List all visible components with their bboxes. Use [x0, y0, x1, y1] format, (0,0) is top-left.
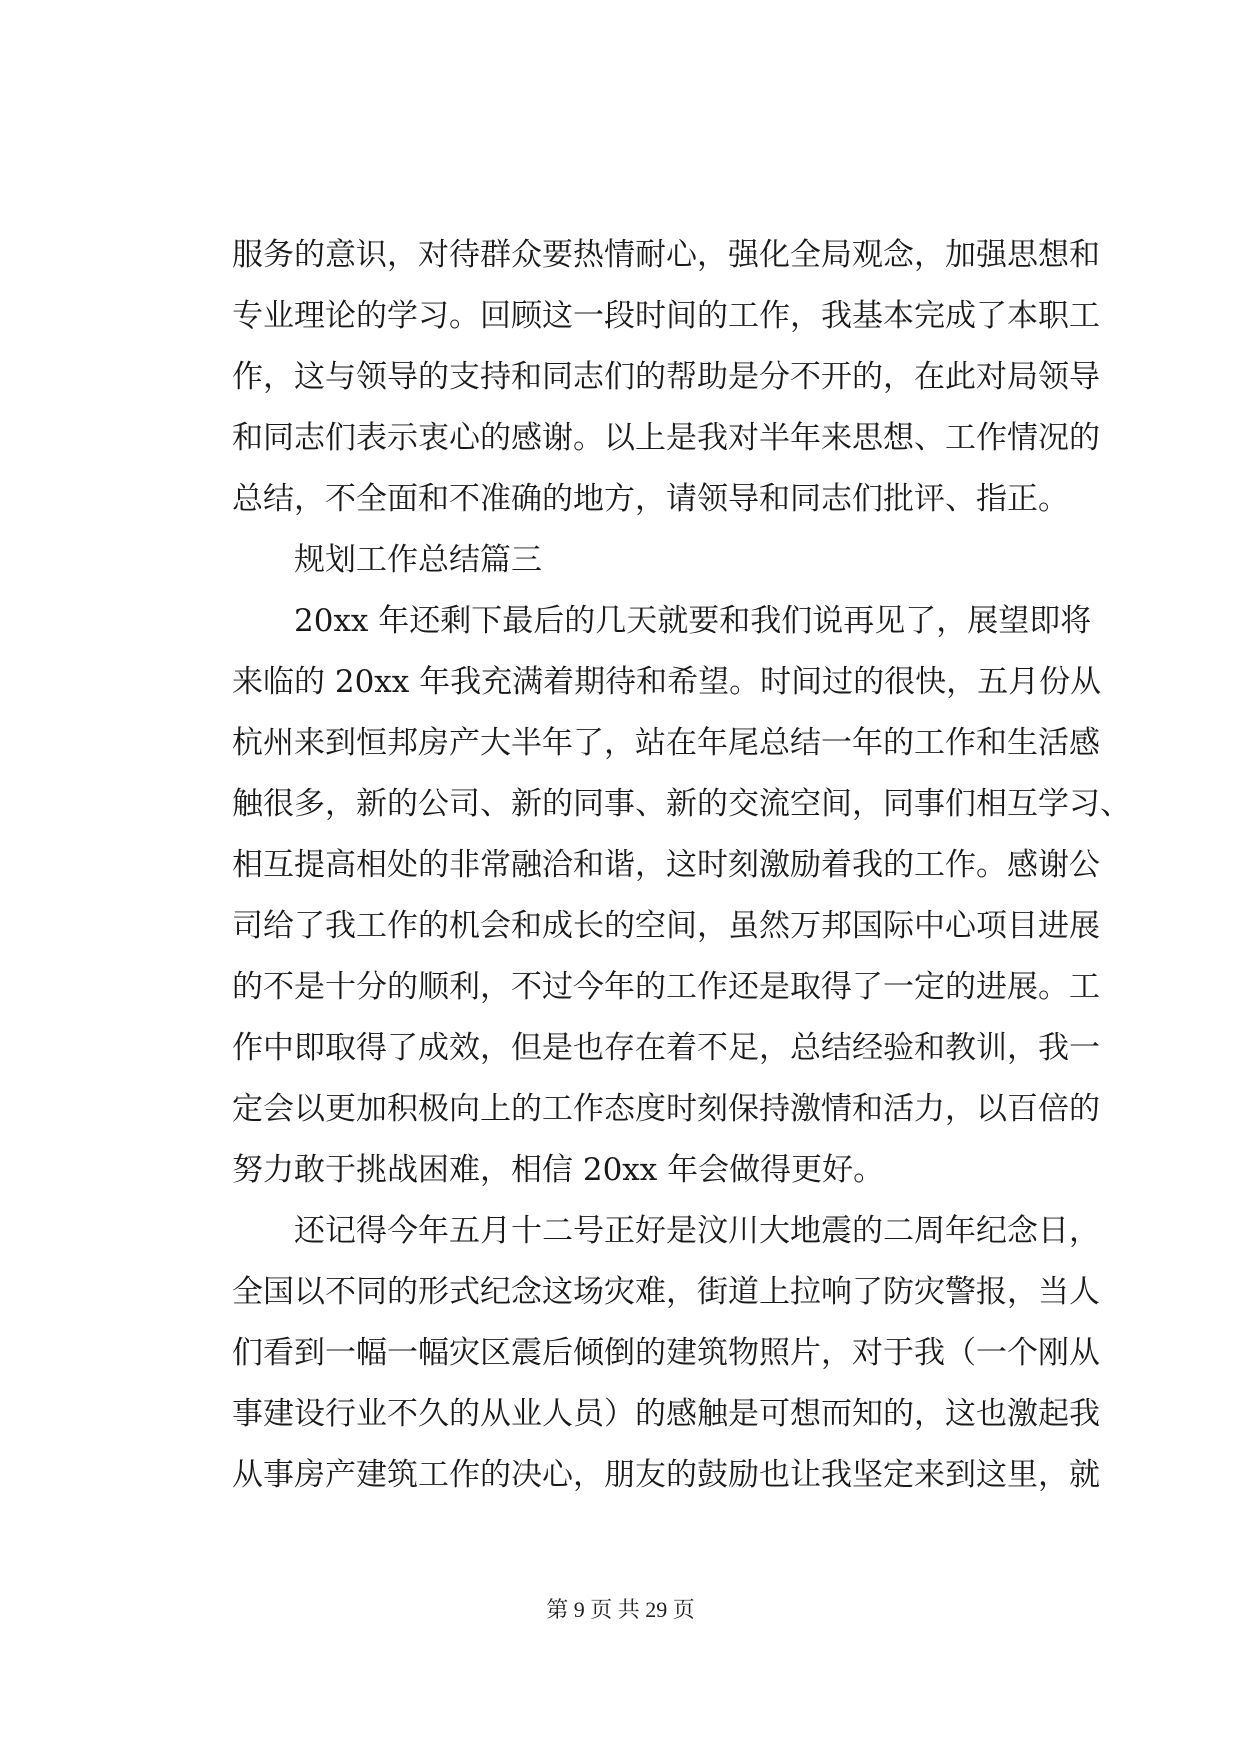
text-line: 的不是十分的顺利，不过今年的工作还是取得了一定的进展。工 — [232, 969, 1100, 1005]
text-line: 和同志们表示衷心的感谢。以上是我对半年来思想、工作情况的 — [232, 420, 1100, 456]
paragraph — [232, 591, 1131, 1201]
section-heading: 规划工作总结篇三 — [294, 542, 542, 578]
text-line: 努力敢于挑战困难，相信 20xx 年会做得更好。 — [232, 1152, 885, 1188]
text-line: 还记得今年五月十二号正好是汶川大地震的二周年纪念日， — [294, 1213, 1100, 1249]
text-line: 定会以更加积极向上的工作态度时刻保持激情和活力，以百倍的 — [232, 1091, 1100, 1127]
text-line: 服务的意识，对待群众要热情耐心，强化全局观念，加强思想和 — [232, 237, 1100, 273]
page-number-footer: 第 9 页 共 29 页 — [546, 1597, 695, 1622]
text-line: 杭州来到恒邦房产大半年了，站在年尾总结一年的工作和生活感 — [232, 725, 1100, 761]
text-line: 作，这与领导的支持和同志们的帮助是分不开的，在此对局领导 — [232, 359, 1100, 395]
text-line: 全国以不同的形式纪念这场灾难，街道上拉响了防灾警报，当人 — [232, 1274, 1100, 1310]
paragraph — [232, 1201, 1100, 1506]
text-line: 作中即取得了成效，但是也存在着不足，总结经验和教训，我一 — [232, 1030, 1100, 1066]
document-body — [232, 225, 1131, 1506]
text-line: 专业理论的学习。回顾这一段时间的工作，我基本完成了本职工 — [232, 298, 1100, 334]
text-line: 触很多，新的公司、新的同事、新的交流空间，同事们相互学习、 — [232, 786, 1131, 822]
text-line: 相互提高相处的非常融洽和谐，这时刻激励着我的工作。感谢公 — [232, 847, 1100, 883]
text-line: 来临的 20xx 年我充满着期待和希望。时间过的很快，五月份从 — [232, 664, 1102, 700]
text-line: 20xx 年还剩下最后的几天就要和我们说再见了，展望即将 — [294, 603, 1092, 639]
text-line: 事建设行业不久的从业人员）的感触是可想而知的，这也激起我 — [232, 1396, 1100, 1432]
paragraph-continuation — [232, 225, 1100, 530]
text-line: 们看到一幅一幅灾区震后倾倒的建筑物照片，对于我（一个刚从 — [232, 1335, 1100, 1371]
text-line: 总结，不全面和不准确的地方，请领导和同志们批评、指正。 — [232, 481, 1069, 517]
text-line: 从事房产建筑工作的决心，朋友的鼓励也让我坚定来到这里，就 — [232, 1457, 1100, 1493]
text-line: 司给了我工作的机会和成长的空间，虽然万邦国际中心项目进展 — [232, 908, 1100, 944]
